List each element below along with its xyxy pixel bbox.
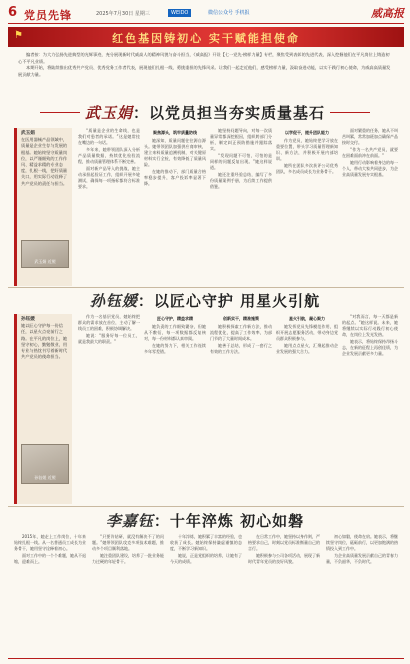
footer-rule [8,658,404,659]
section-2-col-4 [276,314,338,504]
section-1-photo [21,240,69,268]
section-1-col-2 [144,128,206,286]
section-2-person: 孙钰媛 [89,292,138,310]
section-title: 党员先锋 [24,9,72,22]
paragraph: 面对繁重的任务，她从不叫苦叫累，常常加班加点确保产品按时交付。 [342,128,398,145]
section-3-title: 李嘉钰：十年淬炼 初心如磐 [105,512,305,530]
paragraph: 她积极参与公司各项活动，展现了新时代青年党员的良好风貌。 [248,553,320,564]
paragraph: 作为一名基层党员，她始终把群众的需求放在首位，主动了解一线员工的困难，积极协调解决。 [78,314,140,331]
editor-note [18,52,392,96]
paragraph: 在她的努力下，相关工作连续多年零差错。 [144,343,206,354]
section-1-lead-text: 在医用器械产品领域中，质量是企业生存与发展的根基。她始终坚守质量岗位，以严谨细致的工作作风、精益求精的专业态度，扎根一线，把好质量关口，用实际行动诠释了共产党员的责任与担当。 [21,137,68,186]
masthead-logo: 威高报 [371,7,404,20]
editor-note-text: 编者按：为大力弘扬先进典型的光辉事迹，充分展现新时代威高人的精神风貌与奋斗担当，《威高报》开设【七一党先·榜样力量】专栏，聚焦受到表彰的先进代表，深入挖掘他们在平凡岗位上铸造初心不平凡业绩。 [18,52,390,64]
banner-text: 红色基因铸初心 实干赋能担使命 [112,32,300,45]
section-1-col-1 [78,128,140,286]
section-1-lead-title: 武玉娟 [21,131,35,136]
page-header [8,4,404,24]
paragraph: 初心如磐，使命在肩。她表示，将继续坚守岗位，砥砺前行，以更加饱满的热情投入到工作中。 [326,534,398,551]
section-1-col-4 [276,128,338,286]
section-2-col-5 [342,314,398,504]
issue-date: 2025年7月30日 星期三 [96,11,150,17]
section-3-col-5 [326,534,398,654]
section-divider [8,287,404,288]
section-2-col-2 [144,314,206,504]
section-2-lead-text: 她以匠心守护每一份信任，以星火点亮前行之路。在平凡的岗位上，她坚守初心，勤勉敬业，用专业与热忱书写着新时代共产党员的使命担当。 [21,323,68,360]
channel-tag: 微信公众号 手机报 [208,10,250,16]
section-2-caption: 孙钰媛 近照 [34,474,56,480]
paragraph: “作为一名共产党员，就要在困难面前冲在前面。” [342,147,398,158]
paragraph: 她还注重经验总结，编写了多份质量案例手册，为后续工作提供借鉴。 [210,172,272,189]
subheading: 星火引航，凝心聚力 [289,316,325,321]
paragraph: 作为党员，她始终把学习放在重要位置，带头学习质量管理新知识、新方法，并积极开展内部培训。 [276,138,338,161]
paragraph: 为企业高质量发展贡献自己的青春力量，不负韶华，不负时代。 [326,553,398,564]
wechat-tag: WEIDO [168,9,191,17]
subheading: 以学促干，提升团队能力 [285,130,329,135]
paragraph: 在日常工作中，她坚持以身作则，严格要求自己，时刻以党员标准衡量自己的言行。 [248,534,320,551]
section-1-col-5 [342,128,398,286]
paragraph: “发现问题不可怕，可怕的是同样的问题反复出现。”她这样说道。 [210,153,272,170]
section-3-person: 李嘉钰 [105,512,154,530]
section-1-headline: 以党员担当夯实质量基石 [149,104,326,122]
section-1-lead [14,128,72,286]
paragraph: 她用行动影响着身边的每一个人，带动大家共同进步，为企业高质量发展夯实根基。 [342,160,398,177]
section-2-lead-title: 孙钰媛 [21,317,35,322]
paragraph: 面对新产品导入的挑战，她主动承担起验证工作，组织开展多轮测试，确保每一项指标都符合标准要求。 [78,166,140,189]
section-1-caption: 武玉娟 近照 [34,258,56,264]
paragraph: 她负责的工作细致繁杂，但她从不敷衍，每一项数据都反复核对，每一份材料都认真审阅。 [144,324,206,341]
paragraph: 在她的推动下，部门质量合格率稳步提升，客户投诉率显著下降。 [144,169,206,186]
paragraph: 她说，正是党组织的培养，让她有了今天的成绩。 [170,553,242,564]
subheading: 创新实干，精准施策 [223,316,259,321]
section-3-col-4 [248,534,320,654]
paragraph: 她用点点星火，汇聚起推动企业发展的强大合力。 [276,343,338,354]
section-1-person: 武玉娟 [84,104,133,122]
paragraph: “质量是企业的生命线，也是我们对患者的承诺。”这是她常挂在嘴边的一句话。 [78,128,140,145]
paragraph: “对我而言，每一天都是新的起点。”她这样说。未来，她将继续以实际行动践行初心使命，在岗位上发光发热。 [342,314,398,337]
section-2-col-3 [210,314,272,504]
paragraph: 她说：“服务好每一位员工，就是我最大的职责。” [78,333,140,344]
paragraph: 她坚持问题导向，对每一次质量异常都深挖根因，组织跨部门分析，制定纠正预防措施并跟踪落实。 [210,128,272,151]
section-3-col-2 [92,534,164,654]
paragraph: 她善于总结，形成了一套行之有效的工作方法。 [210,343,272,354]
flag-icon: ⚑ [14,30,23,41]
paragraph: 十年淬炼，她积累了丰富的经验，也收获了成长。她始终保持谦虚谨慎的态度，不断学习新知识。 [170,534,242,551]
section-1-col-3 [210,128,272,286]
section-3-col-3 [170,534,242,654]
paragraph: 面对工作中的一个个难题，她从不退缩，迎难而上。 [14,553,86,564]
paragraph: “只要肯钻研，就没有解决不了的问题。”她带领团队攻克多项技术难题，推动多个项目顺利落地。 [92,534,164,551]
section-1-title: 武玉娟：以党员担当夯实质量基石 [84,104,326,122]
paragraph: 她发挥党员先锋模范作用，组织开展志愿服务活动，带动身边党员群众积极参与。 [276,324,338,341]
subheading: 匠心守护，精益求精 [157,316,193,321]
paragraph: 她积极探索工作新方法，推动流程优化，提高了工作效率，为部门节约了大量时间成本。 [210,324,272,341]
editor-note-text-2: 本期开始，将陆续推出优秀共产党员、优秀党务工作者代表，展现他们扎根一线、勇挑重担的先锋风采。让我们一起走近他们，感受榜样力量，汲取奋进动能，以实干践行初心使命，为威高高质量发展贡献力量。 [18,65,391,77]
paragraph: 她表示，将始终保持昂扬斗志，在新的征程上再创佳绩，为企业发展贡献更多力量。 [342,339,398,356]
section-2-headline: 以匠心守护 用星火引航 [153,292,321,310]
paragraph: 2015年，她走上工作岗位，十年来始终扎根一线。从一名普通员工成长为业务骨干，她用坚守诠释着初心。 [14,534,86,551]
section-3-headline: 十年淬炼 初心如磐 [169,512,305,530]
section-2-col-1 [78,314,140,504]
section-divider [8,506,404,507]
section-3-col-1 [14,534,86,654]
paragraph: 多年来，她带领团队深入分析产品质量数据，持续优化检验流程，推动质量管理体系不断完善。 [78,147,140,164]
section-2-lead [14,314,72,504]
paragraph: 她注重团队建设，培养了一批业务能力过硬的年轻骨干。 [92,553,164,564]
paragraph: 她深知，质量问题往往源自源头。她带领团队加强供应商审核，建立来料质量追溯机制，对关键原材料实行全检，有效降低了质量风险。 [144,138,206,167]
paragraph: 她所在团队多次获评公司优秀团队，多名成员成长为业务骨干。 [276,163,338,174]
section-2-title: 孙钰媛：以匠心守护 用星火引航 [89,292,321,310]
page-number: 6 [8,5,18,20]
theme-banner [8,27,404,47]
section-2-photo [21,444,69,484]
subheading: 聚焦源头，筑牢质量防线 [153,130,197,135]
